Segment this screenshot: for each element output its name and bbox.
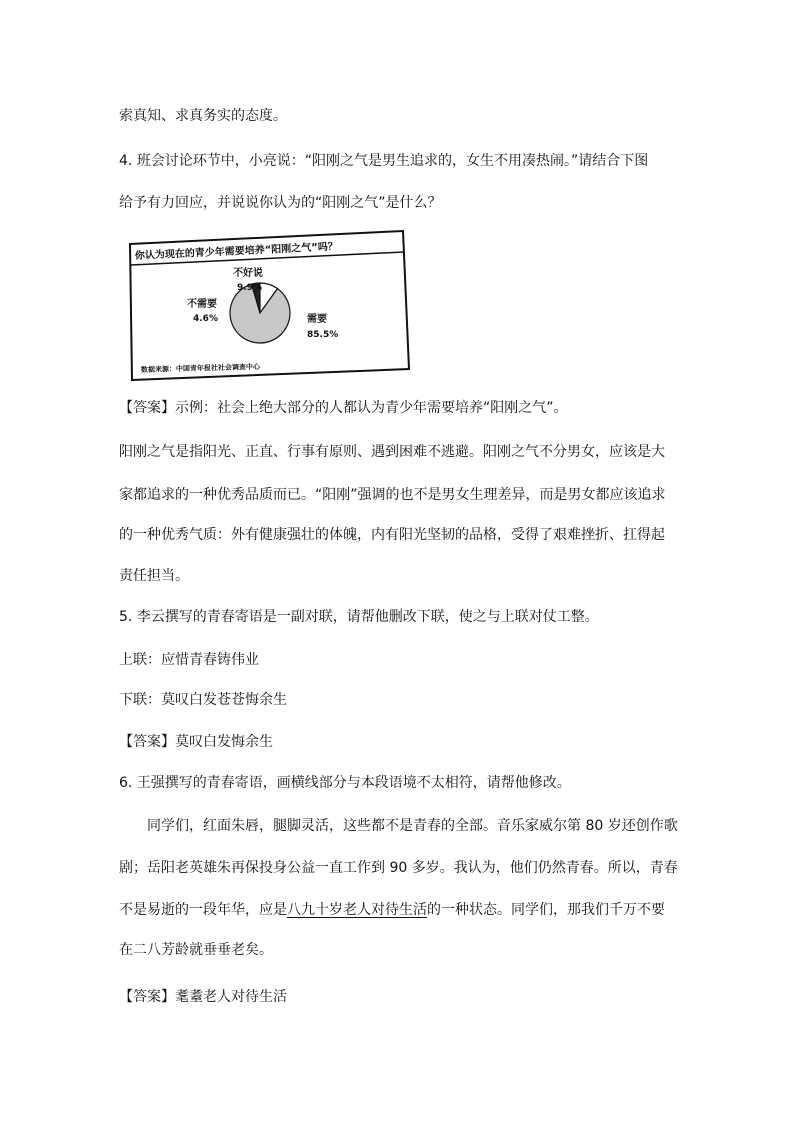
text-line: 下联：莫叹白发苍苍悔余生 — [119, 692, 287, 708]
slice-label: 不好说 — [233, 268, 263, 279]
text-line: 剧；岳阳老英雄朱再保投身公益一直工作到 90 多岁。我认为，他们仍然青春。所以，青春 — [119, 860, 678, 876]
text-segment: 不是易逝的一段年华，应是 — [119, 902, 287, 918]
question-5: 5. 李云撰写的青春寄语是一副对联，请帮他删改下联，使之与上联对仗工整。 — [119, 609, 599, 625]
chart-source: 数据来源：中国青年报社社会调查中心 — [140, 362, 261, 374]
answer-5: 【答案】莫叹白发悔余生 — [119, 734, 273, 750]
slice-label: 需要 — [307, 314, 327, 325]
text-line: 索真知、求真务实的态度。 — [119, 108, 287, 124]
text-line: 给予有力回应，并说说你认为的“阳刚之气”是什么？ — [119, 195, 442, 211]
question-4: 4. 班会讨论环节中，小亮说：“阳刚之气是男生追求的，女生不用凑热闹。”请结合下图 — [119, 153, 649, 169]
survey-pie-chart — [127, 228, 413, 381]
underlined-phrase: 八九十岁老人对待生活 — [287, 902, 427, 918]
text-line: 上联：应惜青春铸伟业 — [119, 652, 259, 668]
text-line: 的一种优秀气质：外有健康强壮的体魄，内有阳光坚韧的品格，受得了艰难挫折、扛得起 — [119, 527, 665, 543]
question-6: 6. 王强撰写的青春寄语，画横线部分与本段语境不太相符，请帮他修改。 — [119, 775, 571, 791]
text-segment: 的一种状态。同学们，那我们千万不要 — [427, 902, 665, 918]
text-line — [119, 900, 665, 920]
text-line: 在二八芳龄就垂垂老矣。 — [119, 942, 273, 958]
chart-title: 你认为现在的青少年需要培养“阳刚之气”吗？ — [134, 241, 339, 262]
text-line: 同学们，红面朱唇，腿脚灵活，这些都不是青春的全部。音乐家威尔第 80 岁还创作歌 — [147, 818, 678, 834]
slice-label: 不需要 — [187, 299, 217, 310]
answer-6: 【答案】耄耋老人对待生活 — [119, 989, 287, 1005]
slice-value: 9.9% — [237, 283, 262, 293]
answer-4: 【答案】示例：社会上绝大部分的人都认为青少年需要培养“阳刚之气”。 — [119, 400, 568, 416]
text-line: 家都追求的一种优秀品质而已。“阳刚”强调的也不是男女生理差异，而是男女都应该追求 — [119, 487, 666, 503]
text-line: 阳刚之气是指阳光、正直、行事有原则、遇到困难不逃避。阳刚之气不分男女，应该是大 — [119, 444, 665, 460]
text-line: 责任担当。 — [119, 568, 189, 584]
slice-value: 85.5% — [307, 330, 339, 340]
slice-value: 4.6% — [193, 314, 218, 324]
